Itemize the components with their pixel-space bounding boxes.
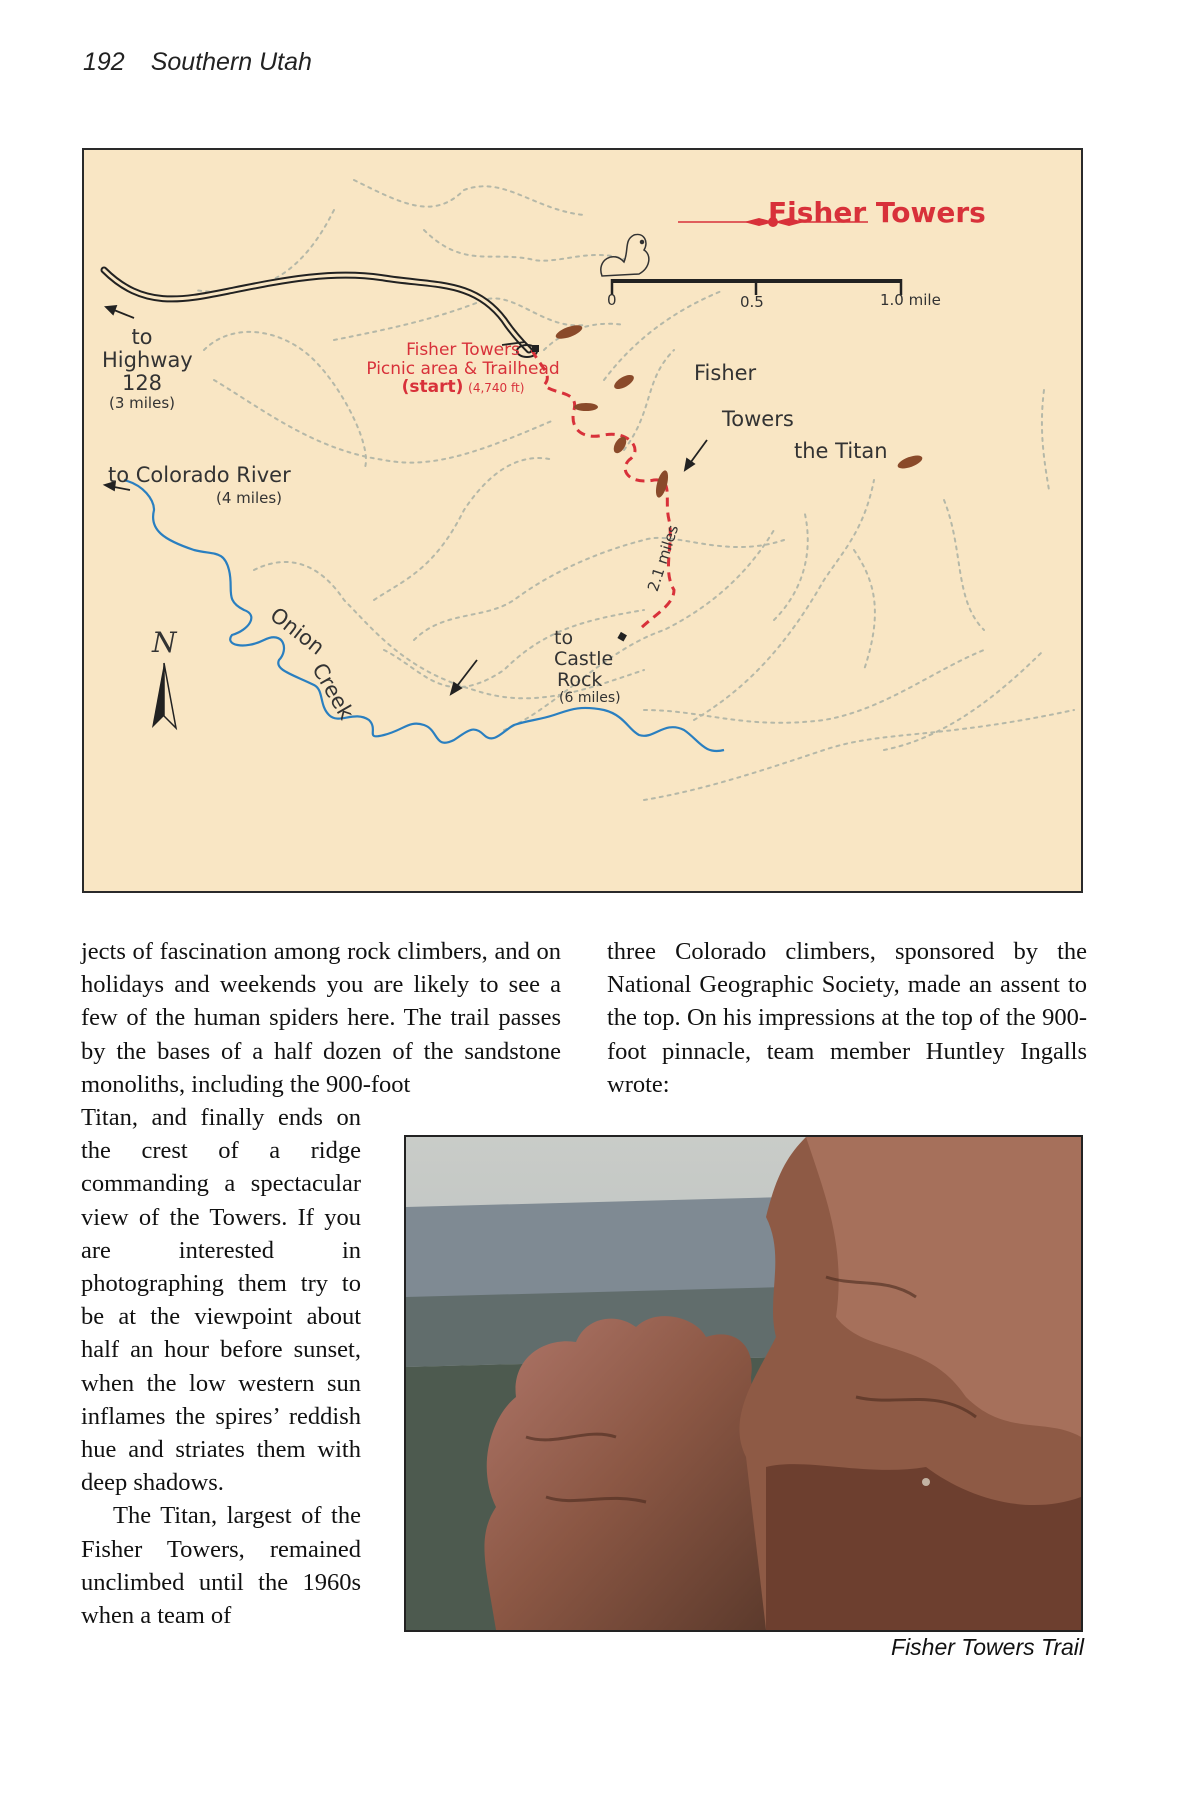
to-highway-line-1: to <box>131 325 153 349</box>
scale-mid: 0.5 <box>740 293 764 311</box>
trailhead-label <box>348 341 578 397</box>
trail-length-label: 2.1 miles <box>643 522 683 594</box>
castle-rock-label <box>554 628 621 706</box>
to-highway-line-3: 128 <box>121 371 163 396</box>
map-graphics <box>84 150 1081 891</box>
towers-label: Towers <box>722 407 794 431</box>
to-highway-label <box>102 325 193 413</box>
photo-caption: Fisher Towers Trail <box>891 1634 1084 1660</box>
north-label: N <box>152 626 177 659</box>
castle-line-3: Rock <box>557 668 603 691</box>
trailhead-line-2: Picnic area & Trailhead <box>366 358 560 379</box>
fisher-towers-photo <box>404 1135 1083 1632</box>
fisher-label: Fisher <box>694 361 757 385</box>
colorado-river-label: to Colorado River <box>108 463 291 487</box>
titan-label: the Titan <box>794 439 888 463</box>
onion-creek <box>124 480 724 751</box>
trailhead-elevation: (4,740 ft) <box>468 381 525 396</box>
section-title: Southern Utah <box>150 48 312 76</box>
scale-unit: mile <box>908 291 941 309</box>
paragraph-1-continuation: Titan, and finally ends on the crest of a ridge commanding a spectacular view of the Towers. If you are interested in photographing them try to be at the viewpoint about half an hour before sunset, when the low western sun inflames the spires’ reddish hue and striates them with deep shadows. <box>81 1104 361 1497</box>
castle-distance: (6 miles) <box>559 689 621 706</box>
to-highway-line-2: Highway <box>102 348 193 373</box>
scale-zero: 0 <box>607 291 617 309</box>
scale-end <box>880 292 941 309</box>
body-column-1-wrap <box>81 1101 361 1632</box>
castle-line-2: Castle <box>554 647 614 670</box>
page-number: 192 <box>83 48 125 76</box>
trailhead-start: (start) <box>401 377 464 398</box>
onion-label: Onion <box>265 602 330 660</box>
body-column-1-top: jects of fascination among rock climbers, and on holidays and weekends you are likely to see a few of the human spiders here. The trail passes by the bases of a half dozen of the sandstone monoliths, including the 900-foot <box>81 938 561 1098</box>
trailhead-line-1: Fisher Towers <box>406 340 520 360</box>
photo-rendering <box>406 1137 1081 1630</box>
map-title: Fisher Towers <box>768 196 986 229</box>
body-column-2: three Colorado climbers, sponsored by the National Geographic Society, made an assent to the top. On his impressions at the top of the 900-foot pinnacle, team member Huntley Ingalls wrote: <box>607 938 1087 1098</box>
scale-end-value: 1.0 <box>880 291 904 309</box>
to-highway-distance: (3 miles) <box>108 394 175 413</box>
running-header <box>83 48 312 77</box>
colorado-river-distance: (4 miles) <box>216 489 283 507</box>
creek-label: Creek <box>307 658 359 724</box>
paragraph-2: The Titan, largest of the Fisher Towers, remained unclimbed until the 1960s when a team of <box>81 1502 361 1630</box>
trail-map <box>82 148 1083 893</box>
castle-line-1: to <box>554 627 574 649</box>
north-arrow <box>152 663 176 728</box>
